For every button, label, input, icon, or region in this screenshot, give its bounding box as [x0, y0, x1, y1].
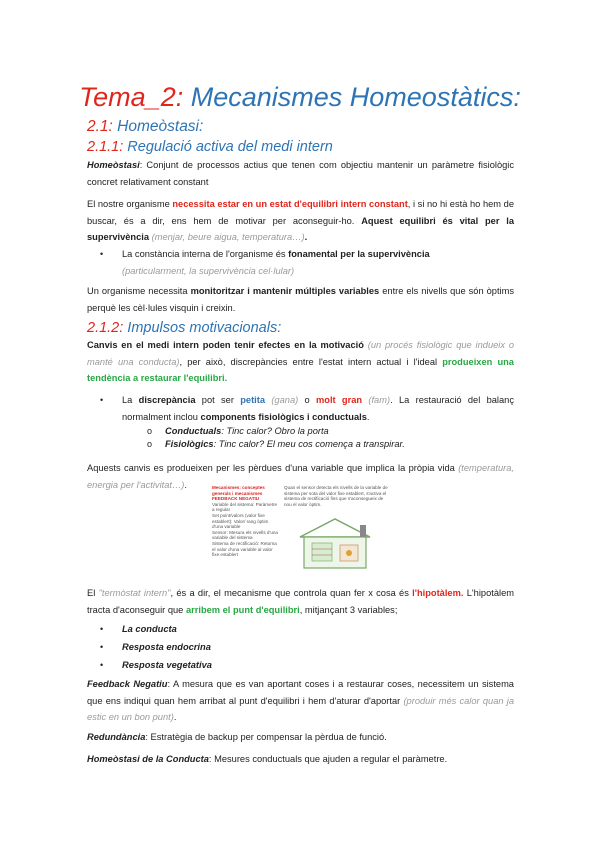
bullet-marker: • [100, 642, 104, 652]
sub-conductuals: o Conductuals: Tinc calor? Obro la porta [165, 423, 514, 440]
page-title: Tema_2: Mecanismes Homeostàtics: [79, 82, 521, 112]
paragraph-monitoritzar: Un organisme necessita monitoritzar i mantenir múltiples variables entre els nivells que són òptims perquè les cèl·lules visquin i creixin. [87, 286, 514, 313]
house-thermostat-illustration [290, 515, 380, 570]
heading-2-1: 2.1: Homeòstasi: [87, 118, 204, 135]
bullet-marker: • [100, 395, 104, 405]
paragraph-homeostasi-conducta: Homeòstasi de la Conducta: Mesures conductuals que ajuden a regular el paràmetre. [87, 754, 448, 764]
sub-fisiologics: o Fisiològics: Tinc calor? El meu cos comença a transpirar. [165, 436, 514, 453]
heading-2-1-2: 2.1.2: Impulsos motivacionals: [87, 320, 282, 336]
figure-left-item: Sistema de rectificació: Retorna el valor d'una variable al valor fixe establert [212, 540, 277, 558]
paragraph-canvis: Canvis en el medi intern poden tenir efectes en la motivació (un procés fisiològic que indueix o manté una conducta), per això, discrepàncies entre l'estat intern actual i l'ideal produeixen una tendència a restaurar l'equilibri. [87, 340, 514, 383]
figure-left-item: Variable del sistema: Paràmetre a regular [212, 501, 278, 513]
figure-left-item: Sensor: Mesura els nivells d'una variable del sistema [212, 529, 278, 541]
paragraph-homeostasi: Homeòstasi: Conjunt de processos actius que tenen com objectiu mantenir un paràmetre fisiològic concret relativament constant [87, 160, 514, 187]
sub-marker: o [147, 426, 153, 436]
bullet-constancia: • La constància interna de l'organisme és fonamental per la supervivència (particularment, la supervivència cel·lular) [122, 246, 514, 279]
figure-left-title: Mecanismes: conceptes generals i mecanismes FEEDBACK NEGATIU [212, 485, 265, 502]
list-item: • Resposta endocrina [122, 639, 514, 656]
paragraph-perdues: Aquests canvis es produeixen per les pèrdues d'una variable que implica la pròpia vida (temperatura, energia per l'activitat…). [87, 463, 514, 490]
bullet-marker: • [100, 249, 104, 259]
figure-left-panel [212, 485, 280, 570]
bullet-marker: • [100, 624, 104, 634]
heading-2-1-1: 2.1.1: Regulació activa del medi intern [87, 139, 333, 155]
feedback-figure [212, 485, 392, 570]
bullet-discrepancia: • La discrepància pot ser petita (gana) o molt gran (fam). La restauració del balanç normalment inclou components fisiològics i conductuals. [122, 392, 514, 425]
list-item: • La conducta [122, 621, 514, 638]
sub-marker: o [147, 439, 153, 449]
paragraph-termostat: El "termòstat intern", és a dir, el mecanisme que controla quan fer x cosa és l'hipotàlem. L'hipotàlem tracta d'aconseguir que arribem el punt d'equilibri, mitjançant 3 variables; [87, 588, 514, 615]
list-item: • Resposta vegetativa [122, 657, 514, 674]
paragraph-feedback: Feedback Negatiu: A mesura que es van aportant coses i a restaurar coses, necessitem un sistema que ens indiqui quan hem arribat al punt d'equilibri i hem d'aturar d'aportar (produir més calor quan ja estic en un bon punt). [87, 679, 514, 722]
paragraph-redundancia: Redundància: Estratègia de backup per compensar la pèrdua de funció. [87, 732, 387, 742]
figure-right-text: Quan el sensor detecta els nivells de la variable de sistema per sota del valor fixe establert, s'activa el sistema de rectificació fins que s'aconsegueix de nou el valor òptim. [284, 485, 388, 507]
figure-left-item: Set point/valors (valor fixe establert): Valor/ rang òptim d'una variable [212, 512, 269, 530]
bullet-marker: • [100, 660, 104, 670]
paragraph-equilibri: El nostre organisme necessita estar en un estat d'equilibri intern constant, i si no hi està ho hem de buscar, és a dir, ens hem de motivar per aconseguir-ho. Aquest equilibri és vital per la supervivència (menjar, beure aigua, temperatura…). [87, 199, 515, 242]
